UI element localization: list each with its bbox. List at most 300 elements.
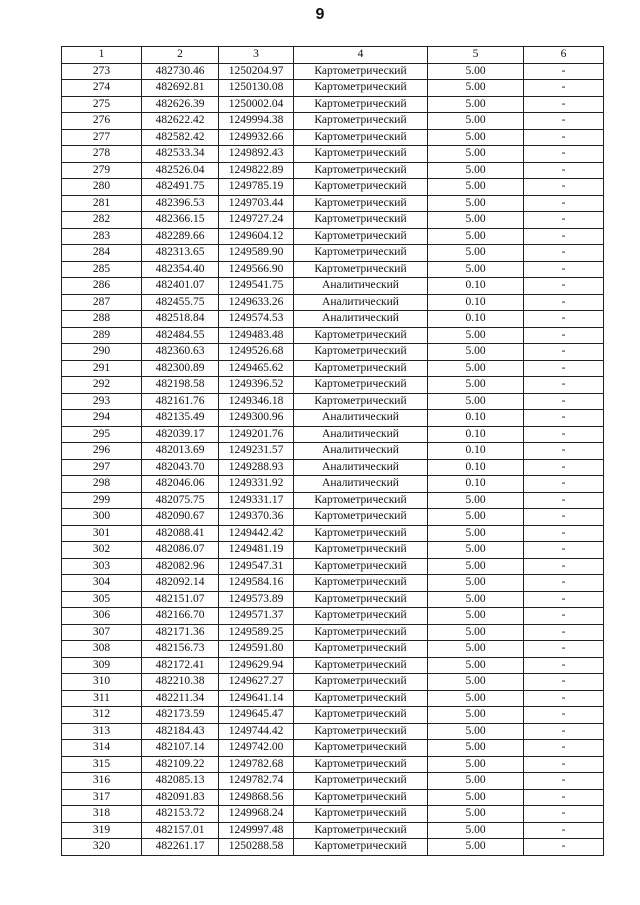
cell-accuracy: 5.00 (428, 377, 524, 394)
cell-method: Картометрический (294, 228, 428, 245)
cell-y-coordinate: 1249744.42 (219, 723, 294, 740)
cell-accuracy: 5.00 (428, 492, 524, 509)
cell-x-coordinate: 482172.41 (142, 657, 219, 674)
cell-x-coordinate: 482533.34 (142, 146, 219, 163)
cell-method: Картометрический (294, 789, 428, 806)
table-row (62, 113, 604, 130)
cell-method: Аналитический (294, 311, 428, 328)
table-row (62, 575, 604, 592)
cell-point-number: 301 (62, 525, 142, 542)
cell-point-number: 297 (62, 459, 142, 476)
cell-point-number: 285 (62, 261, 142, 278)
cell-point-number: 294 (62, 410, 142, 427)
cell-accuracy: 5.00 (428, 641, 524, 658)
cell-method: Картометрический (294, 113, 428, 130)
cell-x-coordinate: 482046.06 (142, 476, 219, 493)
cell-x-coordinate: 482211.34 (142, 690, 219, 707)
table-row (62, 344, 604, 361)
table-row (62, 789, 604, 806)
cell-x-coordinate: 482396.53 (142, 195, 219, 212)
cell-accuracy: 5.00 (428, 806, 524, 823)
cell-x-coordinate: 482085.13 (142, 773, 219, 790)
cell-accuracy: 5.00 (428, 591, 524, 608)
cell-accuracy: 0.10 (428, 278, 524, 295)
cell-note: - (524, 657, 604, 674)
table-row (62, 195, 604, 212)
cell-point-number: 305 (62, 591, 142, 608)
cell-method: Картометрический (294, 657, 428, 674)
table-row (62, 839, 604, 856)
cell-note: - (524, 542, 604, 559)
cell-x-coordinate: 482366.15 (142, 212, 219, 229)
table-row (62, 707, 604, 724)
cell-x-coordinate: 482626.39 (142, 96, 219, 113)
cell-y-coordinate: 1249465.62 (219, 360, 294, 377)
cell-method: Картометрический (294, 261, 428, 278)
table-row (62, 80, 604, 97)
cell-x-coordinate: 482107.14 (142, 740, 219, 757)
cell-method: Картометрический (294, 245, 428, 262)
cell-accuracy: 0.10 (428, 459, 524, 476)
cell-note: - (524, 311, 604, 328)
table-row (62, 377, 604, 394)
cell-note: - (524, 113, 604, 130)
cell-x-coordinate: 482039.17 (142, 426, 219, 443)
cell-x-coordinate: 482730.46 (142, 63, 219, 80)
cell-y-coordinate: 1249994.38 (219, 113, 294, 130)
cell-method: Картометрический (294, 525, 428, 542)
cell-y-coordinate: 1249604.12 (219, 228, 294, 245)
cell-method: Аналитический (294, 294, 428, 311)
cell-method: Картометрический (294, 377, 428, 394)
cell-x-coordinate: 482360.63 (142, 344, 219, 361)
cell-method: Картометрический (294, 690, 428, 707)
cell-point-number: 283 (62, 228, 142, 245)
cell-y-coordinate: 1249742.00 (219, 740, 294, 757)
cell-point-number: 275 (62, 96, 142, 113)
cell-y-coordinate: 1249288.93 (219, 459, 294, 476)
cell-y-coordinate: 1249231.57 (219, 443, 294, 460)
cell-method: Картометрический (294, 641, 428, 658)
cell-note: - (524, 525, 604, 542)
cell-note: - (524, 591, 604, 608)
cell-accuracy: 5.00 (428, 525, 524, 542)
cell-y-coordinate: 1249641.14 (219, 690, 294, 707)
cell-x-coordinate: 482161.76 (142, 393, 219, 410)
cell-x-coordinate: 482198.58 (142, 377, 219, 394)
table-row (62, 740, 604, 757)
cell-method: Картометрический (294, 707, 428, 724)
cell-note: - (524, 690, 604, 707)
cell-x-coordinate: 482173.59 (142, 707, 219, 724)
cell-y-coordinate: 1249566.90 (219, 261, 294, 278)
cell-accuracy: 0.10 (428, 443, 524, 460)
table-row (62, 96, 604, 113)
cell-x-coordinate: 482455.75 (142, 294, 219, 311)
cell-method: Картометрический (294, 558, 428, 575)
cell-point-number: 299 (62, 492, 142, 509)
cell-note: - (524, 261, 604, 278)
cell-y-coordinate: 1250130.08 (219, 80, 294, 97)
cell-x-coordinate: 482092.14 (142, 575, 219, 592)
cell-accuracy: 5.00 (428, 212, 524, 229)
cell-method: Картометрический (294, 129, 428, 146)
cell-accuracy: 5.00 (428, 773, 524, 790)
cell-y-coordinate: 1249591.80 (219, 641, 294, 658)
cell-y-coordinate: 1249997.48 (219, 822, 294, 839)
cell-method: Картометрический (294, 723, 428, 740)
table-row (62, 525, 604, 542)
cell-accuracy: 5.00 (428, 558, 524, 575)
cell-accuracy: 0.10 (428, 426, 524, 443)
table-row (62, 294, 604, 311)
cell-y-coordinate: 1249932.66 (219, 129, 294, 146)
cell-y-coordinate: 1249481.19 (219, 542, 294, 559)
cell-accuracy: 5.00 (428, 740, 524, 757)
cell-method: Картометрический (294, 822, 428, 839)
cell-y-coordinate: 1249782.68 (219, 756, 294, 773)
cell-x-coordinate: 482484.55 (142, 327, 219, 344)
cell-x-coordinate: 482313.65 (142, 245, 219, 262)
cell-x-coordinate: 482075.75 (142, 492, 219, 509)
cell-note: - (524, 773, 604, 790)
cell-point-number: 313 (62, 723, 142, 740)
cell-y-coordinate: 1250288.58 (219, 839, 294, 856)
cell-point-number: 302 (62, 542, 142, 559)
cell-note: - (524, 129, 604, 146)
cell-point-number: 276 (62, 113, 142, 130)
table-body (62, 63, 604, 855)
cell-point-number: 293 (62, 393, 142, 410)
cell-x-coordinate: 482171.36 (142, 624, 219, 641)
cell-point-number: 279 (62, 162, 142, 179)
cell-point-number: 314 (62, 740, 142, 757)
cell-x-coordinate: 482622.42 (142, 113, 219, 130)
cell-note: - (524, 393, 604, 410)
table-row (62, 443, 604, 460)
cell-point-number: 273 (62, 63, 142, 80)
cell-note: - (524, 558, 604, 575)
cell-point-number: 312 (62, 707, 142, 724)
cell-note: - (524, 360, 604, 377)
cell-x-coordinate: 482157.01 (142, 822, 219, 839)
cell-method: Картометрический (294, 179, 428, 196)
cell-y-coordinate: 1249331.17 (219, 492, 294, 509)
cell-y-coordinate: 1249589.25 (219, 624, 294, 641)
cell-accuracy: 5.00 (428, 575, 524, 592)
cell-accuracy: 5.00 (428, 624, 524, 641)
cell-point-number: 304 (62, 575, 142, 592)
cell-x-coordinate: 482043.70 (142, 459, 219, 476)
cell-point-number: 295 (62, 426, 142, 443)
cell-x-coordinate: 482166.70 (142, 608, 219, 625)
cell-method: Картометрический (294, 162, 428, 179)
cell-accuracy: 5.00 (428, 509, 524, 526)
cell-method: Аналитический (294, 278, 428, 295)
cell-x-coordinate: 482090.67 (142, 509, 219, 526)
cell-accuracy: 5.00 (428, 129, 524, 146)
cell-accuracy: 5.00 (428, 657, 524, 674)
cell-y-coordinate: 1249727.24 (219, 212, 294, 229)
cell-accuracy: 0.10 (428, 410, 524, 427)
cell-method: Картометрический (294, 740, 428, 757)
cell-point-number: 286 (62, 278, 142, 295)
cell-y-coordinate: 1249526.68 (219, 344, 294, 361)
cell-y-coordinate: 1249300.96 (219, 410, 294, 427)
cell-accuracy: 5.00 (428, 261, 524, 278)
cell-note: - (524, 212, 604, 229)
cell-note: - (524, 195, 604, 212)
cell-method: Картометрический (294, 80, 428, 97)
cell-note: - (524, 443, 604, 460)
cell-point-number: 278 (62, 146, 142, 163)
table-row (62, 278, 604, 295)
table-row (62, 608, 604, 625)
cell-y-coordinate: 1249584.16 (219, 575, 294, 592)
cell-accuracy: 5.00 (428, 542, 524, 559)
cell-x-coordinate: 482526.04 (142, 162, 219, 179)
table-row (62, 311, 604, 328)
cell-point-number: 306 (62, 608, 142, 625)
cell-accuracy: 5.00 (428, 360, 524, 377)
cell-point-number: 296 (62, 443, 142, 460)
cell-accuracy: 0.10 (428, 476, 524, 493)
cell-method: Картометрический (294, 624, 428, 641)
cell-accuracy: 0.10 (428, 311, 524, 328)
cell-accuracy: 5.00 (428, 822, 524, 839)
cell-x-coordinate: 482518.84 (142, 311, 219, 328)
cell-point-number: 289 (62, 327, 142, 344)
cell-note: - (524, 756, 604, 773)
cell-accuracy: 5.00 (428, 344, 524, 361)
cell-accuracy: 5.00 (428, 63, 524, 80)
cell-method: Аналитический (294, 410, 428, 427)
table-row (62, 806, 604, 823)
cell-x-coordinate: 482184.43 (142, 723, 219, 740)
cell-point-number: 291 (62, 360, 142, 377)
table-row (62, 63, 604, 80)
cell-accuracy: 5.00 (428, 327, 524, 344)
table-row (62, 426, 604, 443)
table-row (62, 360, 604, 377)
cell-method: Аналитический (294, 476, 428, 493)
cell-x-coordinate: 482210.38 (142, 674, 219, 691)
cell-note: - (524, 63, 604, 80)
cell-accuracy: 5.00 (428, 707, 524, 724)
cell-note: - (524, 707, 604, 724)
cell-y-coordinate: 1249627.27 (219, 674, 294, 691)
cell-y-coordinate: 1249396.52 (219, 377, 294, 394)
table-row (62, 690, 604, 707)
table-row (62, 146, 604, 163)
cell-note: - (524, 624, 604, 641)
cell-x-coordinate: 482289.66 (142, 228, 219, 245)
cell-y-coordinate: 1249868.56 (219, 789, 294, 806)
cell-point-number: 284 (62, 245, 142, 262)
cell-x-coordinate: 482091.83 (142, 789, 219, 806)
cell-accuracy: 5.00 (428, 162, 524, 179)
cell-point-number: 287 (62, 294, 142, 311)
table-row (62, 476, 604, 493)
table-row (62, 509, 604, 526)
cell-note: - (524, 245, 604, 262)
column-header-3: 3 (219, 47, 294, 64)
cell-note: - (524, 459, 604, 476)
cell-accuracy: 5.00 (428, 789, 524, 806)
cell-method: Картометрический (294, 839, 428, 856)
cell-x-coordinate: 482354.40 (142, 261, 219, 278)
cell-y-coordinate: 1250002.04 (219, 96, 294, 113)
cell-point-number: 300 (62, 509, 142, 526)
cell-method: Картометрический (294, 608, 428, 625)
cell-note: - (524, 723, 604, 740)
cell-point-number: 315 (62, 756, 142, 773)
table-row (62, 228, 604, 245)
cell-y-coordinate: 1249571.37 (219, 608, 294, 625)
cell-y-coordinate: 1249483.48 (219, 327, 294, 344)
cell-method: Аналитический (294, 426, 428, 443)
page-number: 9 (315, 6, 325, 23)
cell-note: - (524, 575, 604, 592)
cell-y-coordinate: 1249370.36 (219, 509, 294, 526)
table-row (62, 410, 604, 427)
cell-accuracy: 5.00 (428, 96, 524, 113)
cell-y-coordinate: 1249201.76 (219, 426, 294, 443)
cell-point-number: 277 (62, 129, 142, 146)
cell-y-coordinate: 1249822.89 (219, 162, 294, 179)
column-header-1: 1 (62, 47, 142, 64)
cell-y-coordinate: 1249703.44 (219, 195, 294, 212)
cell-method: Картометрический (294, 542, 428, 559)
table-row (62, 162, 604, 179)
cell-note: - (524, 789, 604, 806)
cell-x-coordinate: 482086.07 (142, 542, 219, 559)
cell-accuracy: 0.10 (428, 294, 524, 311)
cell-note: - (524, 96, 604, 113)
cell-note: - (524, 839, 604, 856)
cell-y-coordinate: 1250204.97 (219, 63, 294, 80)
cell-accuracy: 5.00 (428, 723, 524, 740)
cell-note: - (524, 410, 604, 427)
cell-x-coordinate: 482156.73 (142, 641, 219, 658)
cell-point-number: 303 (62, 558, 142, 575)
cell-y-coordinate: 1249645.47 (219, 707, 294, 724)
cell-x-coordinate: 482401.07 (142, 278, 219, 295)
cell-y-coordinate: 1249589.90 (219, 245, 294, 262)
cell-point-number: 298 (62, 476, 142, 493)
cell-y-coordinate: 1249574.53 (219, 311, 294, 328)
cell-method: Картометрический (294, 806, 428, 823)
cell-note: - (524, 377, 604, 394)
cell-point-number: 318 (62, 806, 142, 823)
cell-method: Картометрический (294, 195, 428, 212)
cell-accuracy: 5.00 (428, 690, 524, 707)
cell-method: Аналитический (294, 459, 428, 476)
cell-accuracy: 5.00 (428, 839, 524, 856)
cell-accuracy: 5.00 (428, 674, 524, 691)
cell-point-number: 282 (62, 212, 142, 229)
cell-x-coordinate: 482261.17 (142, 839, 219, 856)
cell-y-coordinate: 1249547.31 (219, 558, 294, 575)
column-header-6: 6 (524, 47, 604, 64)
cell-note: - (524, 674, 604, 691)
cell-point-number: 281 (62, 195, 142, 212)
table-row (62, 624, 604, 641)
column-header-4: 4 (294, 47, 428, 64)
table-row (62, 558, 604, 575)
cell-y-coordinate: 1249633.26 (219, 294, 294, 311)
cell-point-number: 319 (62, 822, 142, 839)
cell-x-coordinate: 482088.41 (142, 525, 219, 542)
cell-x-coordinate: 482153.72 (142, 806, 219, 823)
cell-method: Картометрический (294, 509, 428, 526)
cell-note: - (524, 228, 604, 245)
cell-x-coordinate: 482582.42 (142, 129, 219, 146)
cell-x-coordinate: 482151.07 (142, 591, 219, 608)
cell-note: - (524, 822, 604, 839)
cell-note: - (524, 80, 604, 97)
cell-method: Картометрический (294, 773, 428, 790)
cell-note: - (524, 740, 604, 757)
cell-x-coordinate: 482082.96 (142, 558, 219, 575)
cell-point-number: 308 (62, 641, 142, 658)
cell-y-coordinate: 1249346.18 (219, 393, 294, 410)
table-row (62, 542, 604, 559)
cell-point-number: 307 (62, 624, 142, 641)
table-row (62, 492, 604, 509)
table-row (62, 657, 604, 674)
cell-y-coordinate: 1249629.94 (219, 657, 294, 674)
table-row (62, 773, 604, 790)
table-row (62, 459, 604, 476)
cell-point-number: 280 (62, 179, 142, 196)
cell-method: Картометрический (294, 575, 428, 592)
cell-x-coordinate: 482692.81 (142, 80, 219, 97)
cell-y-coordinate: 1249442.42 (219, 525, 294, 542)
cell-accuracy: 5.00 (428, 608, 524, 625)
cell-accuracy: 5.00 (428, 756, 524, 773)
table-row (62, 756, 604, 773)
cell-point-number: 288 (62, 311, 142, 328)
column-header-2: 2 (142, 47, 219, 64)
cell-x-coordinate: 482013.69 (142, 443, 219, 460)
table-row (62, 822, 604, 839)
cell-x-coordinate: 482135.49 (142, 410, 219, 427)
cell-point-number: 317 (62, 789, 142, 806)
cell-method: Картометрический (294, 756, 428, 773)
cell-accuracy: 5.00 (428, 113, 524, 130)
cell-point-number: 290 (62, 344, 142, 361)
cell-note: - (524, 509, 604, 526)
cell-y-coordinate: 1249541.75 (219, 278, 294, 295)
table-row (62, 641, 604, 658)
cell-note: - (524, 294, 604, 311)
cell-accuracy: 5.00 (428, 245, 524, 262)
cell-note: - (524, 327, 604, 344)
cell-note: - (524, 608, 604, 625)
cell-y-coordinate: 1249785.19 (219, 179, 294, 196)
cell-point-number: 316 (62, 773, 142, 790)
cell-y-coordinate: 1249573.89 (219, 591, 294, 608)
cell-method: Картометрический (294, 591, 428, 608)
cell-note: - (524, 162, 604, 179)
cell-point-number: 309 (62, 657, 142, 674)
cell-method: Картометрический (294, 96, 428, 113)
table-row (62, 591, 604, 608)
cell-note: - (524, 806, 604, 823)
table-row (62, 674, 604, 691)
cell-note: - (524, 476, 604, 493)
